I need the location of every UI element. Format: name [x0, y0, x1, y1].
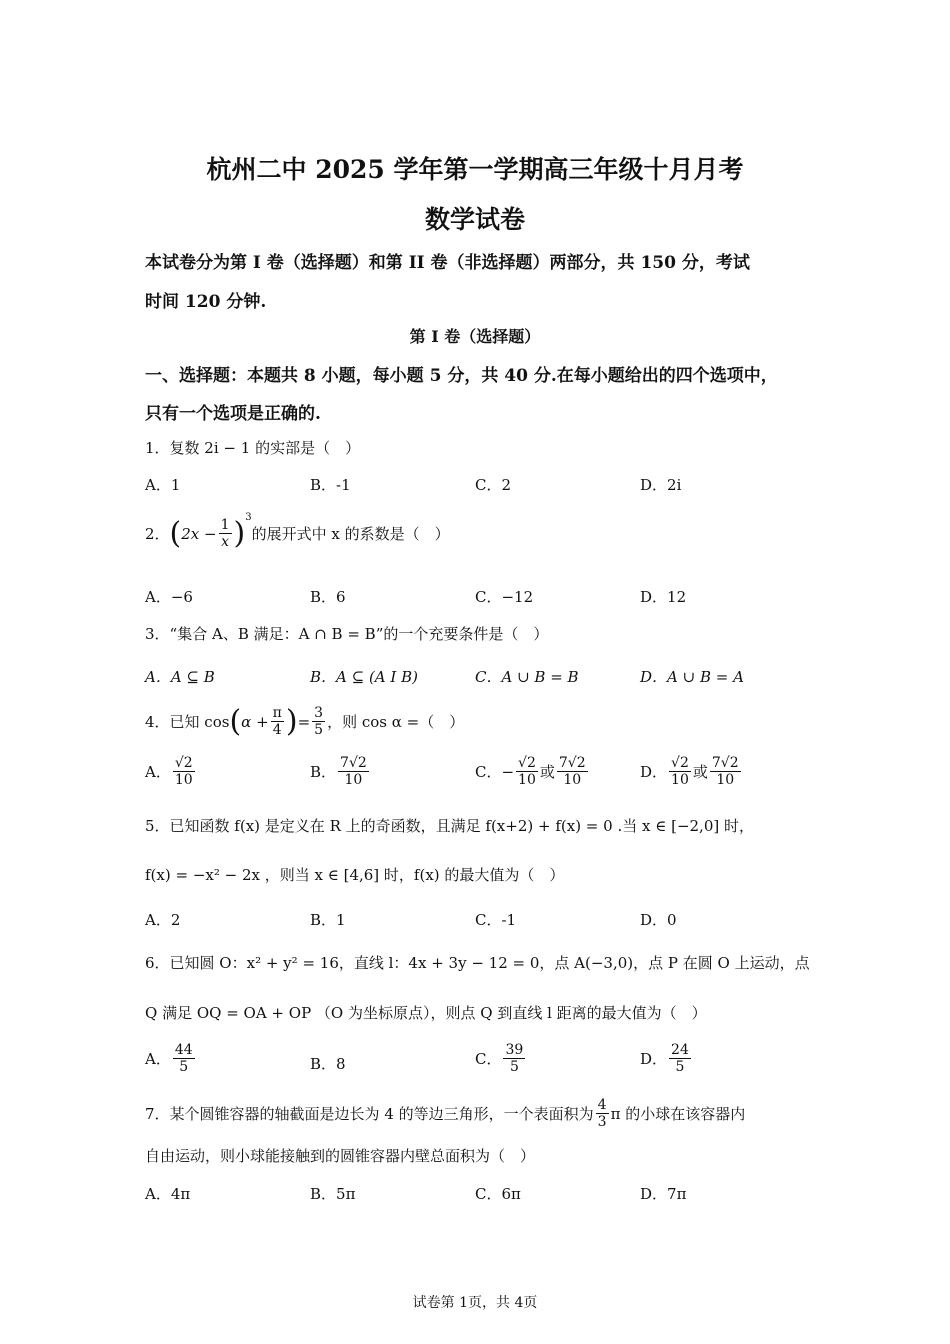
q6-option-b: B．8: [310, 1055, 346, 1073]
q7-option-c: C．6π: [475, 1185, 521, 1203]
intro-line-1: 本试卷分为第 I 卷（选择题）和第 II 卷（非选择题）两部分，共 150 分，考试: [145, 253, 750, 273]
question-3-stem: 3．“集合 A、B 满足：A ∩ B = B”的一个充要条件是（ ）: [145, 625, 549, 643]
q4-option-b: B． $\frac{7√2}{10}$: [310, 755, 367, 789]
question-4-stem: 4．已知 cos ( α + $\frac{\pi}{4}$ ) = $\frac{3}{5}$ ，则 cos α =（ ）: [145, 704, 465, 739]
part-title: 第 I 卷（选择题）: [409, 327, 541, 346]
q2-tail: 的展开式中 x 的系数是（ ）: [251, 525, 450, 543]
question-7-line-1: 7．某个圆锥容器的轴截面是边长为 4 的等边三角形，一个表面积为 $\frac{4}{3}$ π 的小球在该容器内: [145, 1097, 746, 1131]
q1-option-c: C．2: [475, 476, 512, 494]
q3-option-c: C．A ∪ B = B: [475, 668, 579, 686]
q1-option-b: B．-1: [310, 476, 351, 494]
exam-subtitle: 数学试卷: [424, 205, 525, 234]
q5-option-b: B．1: [310, 911, 346, 929]
q5-option-d: D．0: [640, 911, 677, 929]
section-heading-line-2: 只有一个选项是正确的.: [145, 404, 321, 424]
q2-exponent: 3: [245, 512, 252, 523]
q2-option-d: D．12: [640, 588, 687, 606]
section-heading-line-1: 一、选择题：本题共 8 小题，每小题 5 分，共 40 分.在每小题给出的四个选项中，: [145, 366, 778, 386]
q3-option-b: B．A ⊆ (A I B): [310, 668, 418, 686]
q3-option-a: A．A ⊆ B: [145, 668, 215, 686]
q2-fraction: $\frac{1}{x}$: [220, 516, 230, 550]
question-5-line-1: 5．已知函数 f(x) 是定义在 R 上的奇函数，且满足 f(x+2) + f(x) = 0 .当 x ∈ [−2,0] 时，: [145, 817, 754, 835]
q6-option-c: C． $\frac{39}{5}$: [475, 1042, 524, 1076]
question-2-stem: 2． ( 2x − $\frac{1}{x}$ ) 3 的展开式中 x 的系数是（ ）: [145, 512, 450, 551]
question-6-line-1: 6．已知圆 O：x² + y² = 16，直线 l：4x + 3y − 12 = 0，点 A(−3,0)，点 P 在圆 O 上运动，点: [145, 954, 810, 972]
q2-option-a: A．−6: [145, 588, 193, 606]
q6-option-d: D． $\frac{24}{5}$: [640, 1042, 689, 1076]
question-6-line-2: Q 满足 OQ = OA + OP （O 为坐标原点），则点 Q 到直线 l 距离的最大值为（ ）: [145, 1004, 707, 1022]
q2-option-b: B．6: [310, 588, 346, 606]
q1-option-d: D．2i: [640, 476, 682, 494]
question-7-line-2: 自由运动，则小球能接触到的圆锥容器内壁总面积为（ ）: [145, 1147, 536, 1165]
question-5-line-2: f(x) = −x² − 2x ，则当 x ∈ [4,6] 时，f(x) 的最大值为（ ）: [145, 866, 565, 884]
q4-option-a: A． $\frac{√2}{10}$: [145, 755, 193, 789]
q7-option-b: B．5π: [310, 1185, 356, 1203]
q2-number: 2．: [145, 525, 170, 543]
q4-option-d: D． $\frac{√2}{10}$ 或 $\frac{7√2}{10}$: [640, 755, 739, 789]
exam-title: 杭州二中 2025 学年第一学期高三年级十月月考: [206, 155, 744, 184]
q4-option-c: C．− $\frac{√2}{10}$ 或 $\frac{7√2}{10}$: [475, 755, 586, 789]
intro-line-2: 时间 120 分钟.: [145, 292, 267, 312]
page-footer: 试卷第 1页，共 4页: [412, 1295, 538, 1311]
q7-option-a: A．4π: [145, 1185, 191, 1203]
q3-option-d: D．A ∪ B = A: [640, 668, 744, 686]
q2-expr: 2x −: [181, 524, 217, 543]
q7-option-d: D．7π: [640, 1185, 687, 1203]
q5-option-c: C．-1: [475, 911, 517, 929]
q1-option-a: A．1: [145, 476, 181, 494]
q5-option-a: A．2: [145, 911, 181, 929]
q6-option-a: A． $\frac{44}{5}$: [145, 1042, 193, 1076]
q2-option-c: C．−12: [475, 588, 534, 606]
question-1-stem: 1．复数 2i − 1 的实部是（ ）: [145, 439, 361, 457]
